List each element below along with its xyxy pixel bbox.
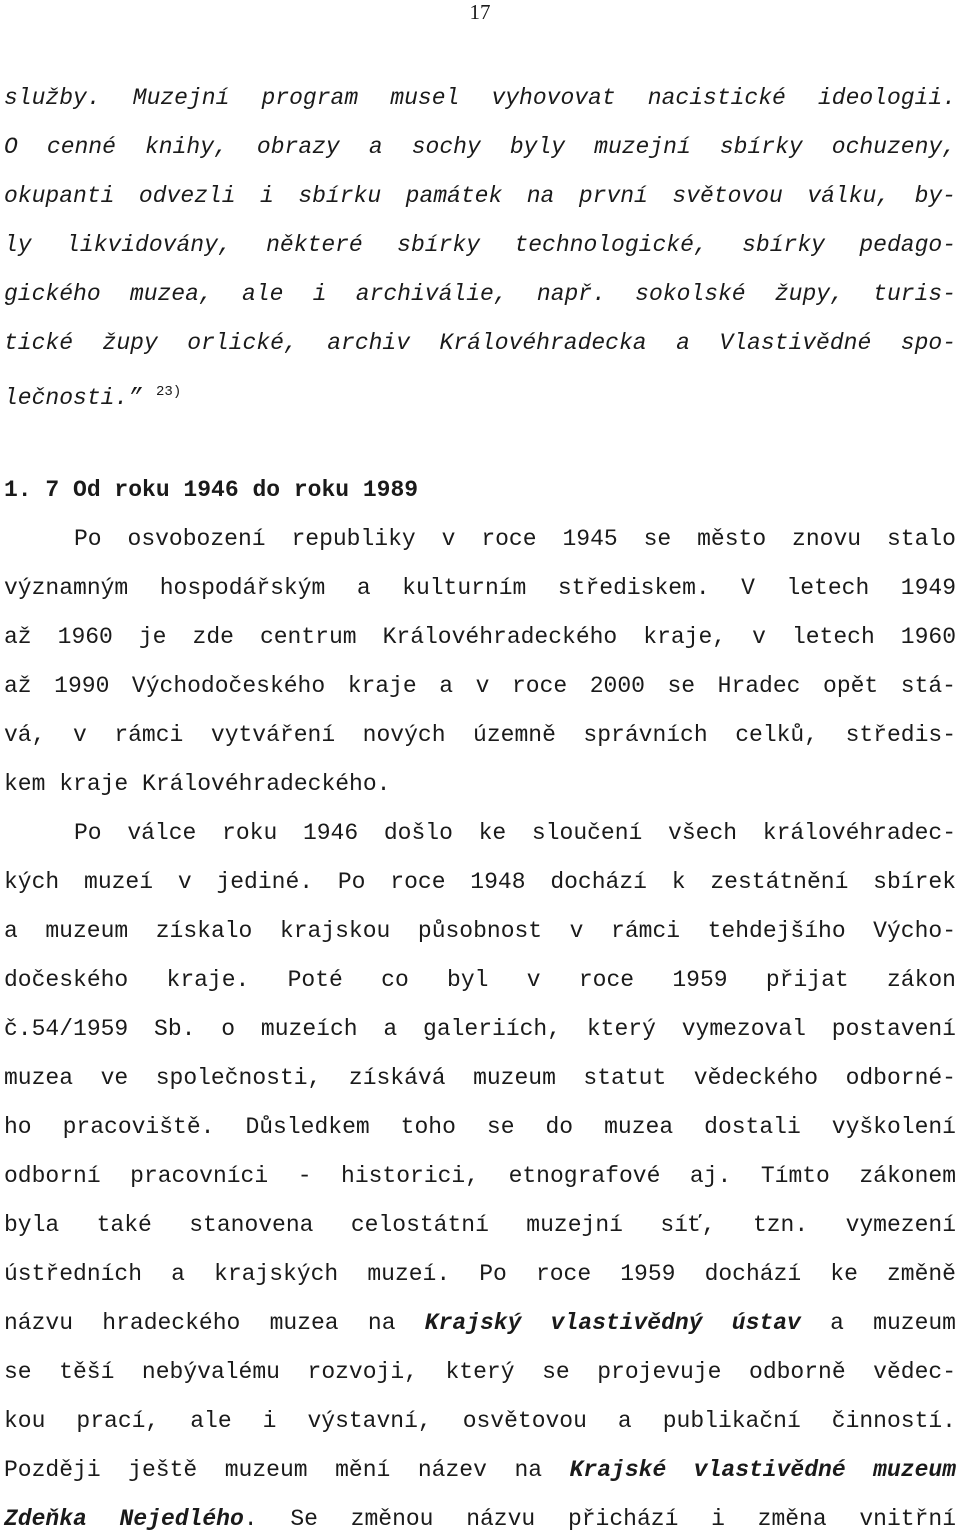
quote-line: tické župy orlické, archiv Královéhradecka a Vlastivědné spo- — [4, 330, 956, 356]
paragraph-line: kem kraje Královéhradeckého. — [4, 771, 391, 797]
paragraph-line: ho pracoviště. Důsledkem toho se do muzea dostali vyškolení — [4, 1114, 956, 1140]
paragraph-line: kou prací, ale i výstavní, osvětovou a publikační činností. — [4, 1408, 956, 1434]
paragraph-line: až 1960 je zde centrum Královéhradeckého kraje, v letech 1960 — [4, 624, 956, 650]
quote-line-text: lečnosti.” — [4, 385, 143, 411]
paragraph-line: dočeského kraje. Poté co byl v roce 1959 přijat zákon — [4, 967, 956, 993]
quote-line-last — [4, 377, 956, 413]
emphasis-museum-name: Krajské vlastivědné muzeum — [569, 1457, 956, 1483]
text-run: Později ještě muzeum mění název na — [4, 1457, 543, 1483]
paragraph-line — [4, 1308, 956, 1338]
paragraph-line — [4, 1455, 956, 1485]
paragraph-line: vá, v rámci vytváření nových územně správních celků, středis- — [4, 722, 956, 748]
emphasis-museum-name-cont: Zdeňka Nejedlého — [4, 1506, 244, 1532]
paragraph-line: byla také stanovena celostátní muzejní síť, tzn. vymezení — [4, 1212, 956, 1238]
paragraph-line: významným hospodářským a kulturním střediskem. V letech 1949 — [4, 575, 956, 601]
paragraph-line: muzea ve společnosti, získává muzeum statut vědeckého odborné- — [4, 1065, 956, 1091]
quote-line: O cenné knihy, obrazy a sochy byly muzejní sbírky ochuzeny, — [4, 134, 956, 160]
paragraph-line: odborní pracovníci - historici, etnografové aj. Tímto zákonem — [4, 1163, 956, 1189]
footnote-reference: 23) — [156, 384, 182, 400]
paragraph-line: ústředních a krajských muzeí. Po roce 1959 dochází ke změně — [4, 1261, 956, 1287]
quote-line: služby. Muzejní program musel vyhovovat nacistické ideologii. — [4, 85, 956, 111]
text-run: a muzeum — [830, 1310, 956, 1336]
paragraph-line: č.54/1959 Sb. o muzeích a galeriích, který vymezoval postavení — [4, 1016, 956, 1042]
quote-line: okupanti odvezli i sbírku památek na první světovou válku, by- — [4, 183, 956, 209]
text-run: názvu hradeckého muzea na — [4, 1310, 396, 1336]
paragraph-line: se těší nebývalému rozvoji, který se projevuje odborně vědec- — [4, 1359, 956, 1385]
section-heading: 1. 7 Od roku 1946 do roku 1989 — [4, 477, 419, 503]
paragraph-line: až 1990 Východočeského kraje a v roce 2000 se Hradec opět stá- — [4, 673, 956, 699]
paragraph-line — [4, 1504, 956, 1534]
paragraph-line: a muzeum získalo krajskou působnost v rámci tehdejšího Výcho- — [4, 918, 956, 944]
paragraph-line: Po válce roku 1946 došlo ke sloučení všech královéhradec- — [74, 820, 956, 846]
emphasis-institute-name: Krajský vlastivědný ústav — [424, 1310, 801, 1336]
quote-line: gického muzea, ale i archiválie, např. sokolské župy, turis- — [4, 281, 956, 307]
page-number: 17 — [469, 0, 491, 24]
paragraph-line: kých muzeí v jediné. Po roce 1948 dochází k zestátnění sbírek — [4, 869, 956, 895]
quote-line: ly likvidovány, některé sbírky technologické, sbírky pedago- — [4, 232, 956, 258]
text-run: . Se změnou názvu přichází i změna vnitřní — [243, 1506, 956, 1532]
paragraph-line: Po osvobození republiky v roce 1945 se město znovu stalo — [74, 526, 956, 552]
